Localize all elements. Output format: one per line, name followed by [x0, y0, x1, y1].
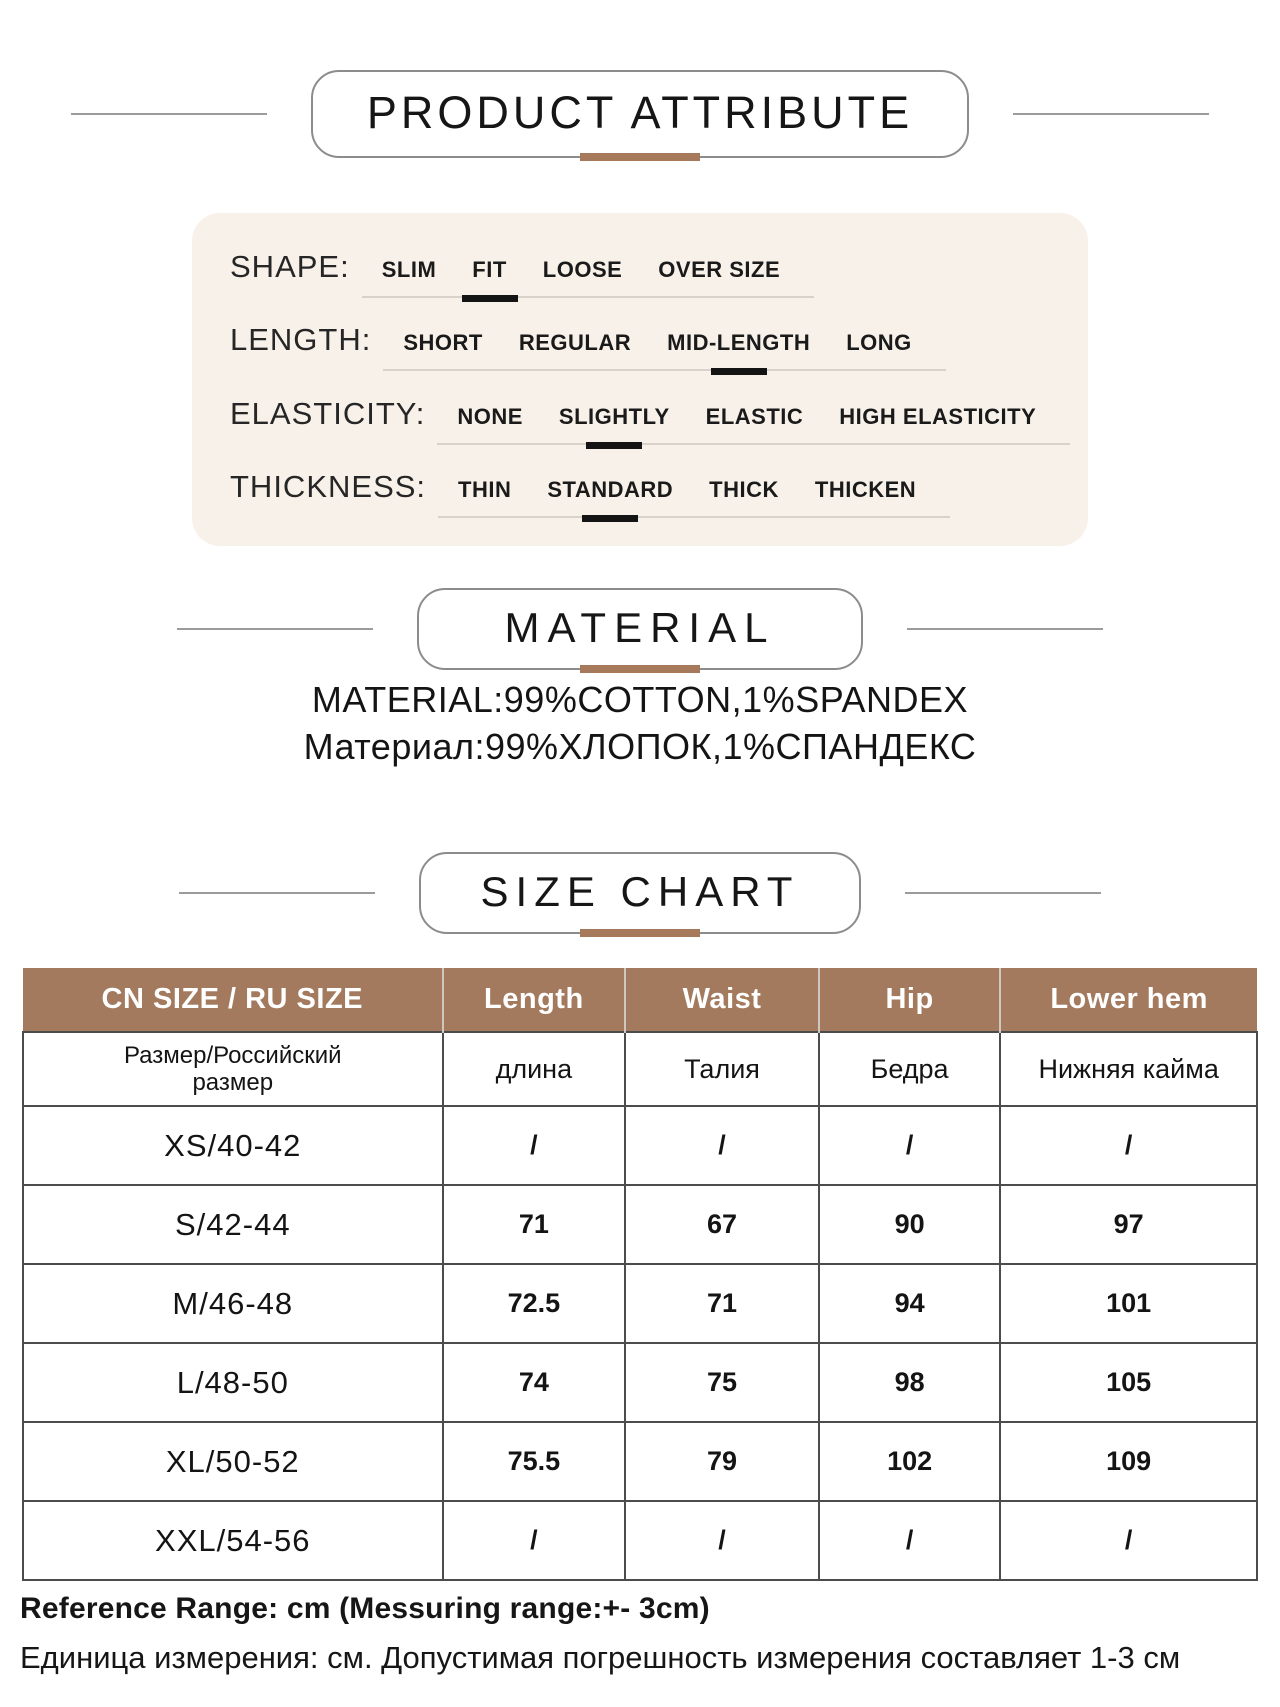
size-cell-label: S/42-44	[23, 1185, 443, 1264]
size-column-header: Waist	[625, 968, 819, 1032]
decorative-line-right	[907, 628, 1103, 630]
size-cell-value: 67	[625, 1185, 819, 1264]
size-column-subheader	[23, 1032, 443, 1106]
size-chart-title: SIZE CHART	[480, 868, 800, 915]
size-column-subheader-text: Талия	[684, 1053, 760, 1084]
title-accent-bar	[580, 929, 700, 937]
size-column-header: CN SIZE / RU SIZE	[23, 968, 443, 1032]
size-cell-value: 97	[1000, 1185, 1257, 1264]
size-cell-value: 90	[819, 1185, 1000, 1264]
size-column-header: Hip	[819, 968, 1000, 1032]
size-cell-value: 75	[625, 1343, 819, 1422]
size-cell-value: 109	[1000, 1422, 1257, 1501]
size-cell-value: /	[819, 1106, 1000, 1185]
size-column-subheader-text: Размер/Российский размер	[123, 1042, 342, 1096]
size-cell-value: /	[625, 1106, 819, 1185]
size-cell-value: 79	[625, 1422, 819, 1501]
decorative-line-right	[905, 892, 1101, 894]
product-attribute-title: PRODUCT ATTRIBUTE	[366, 87, 914, 138]
size-table-header-row	[23, 968, 1257, 1032]
size-cell-value: /	[1000, 1106, 1257, 1185]
attribute-option: OVER SIZE	[658, 257, 781, 282]
size-table-row	[23, 1343, 1257, 1422]
size-cell-label: XS/40-42	[23, 1106, 443, 1185]
attribute-option: HIGH ELASTICITY	[839, 403, 1037, 429]
attribute-label-thickness: THICKNESS:	[230, 468, 427, 504]
size-cell-label: L/48-50	[23, 1343, 443, 1422]
size-cell-value: 94	[819, 1264, 1000, 1343]
attribute-option: THIN	[458, 476, 512, 502]
size-column-subheader	[625, 1032, 819, 1106]
size-cell-label: XXL/54-56	[23, 1501, 443, 1580]
attribute-option: ELASTIC	[705, 403, 804, 429]
attribute-option: SHORT	[403, 330, 483, 356]
size-cell-value: /	[443, 1501, 626, 1580]
attribute-label-length: LENGTH:	[230, 322, 372, 358]
size-chart-title-box	[419, 852, 862, 934]
size-column-subheader-text: длина	[495, 1053, 573, 1084]
reference-range-note-english: Reference Range: cm (Messuring range:+- 3cm)	[20, 1592, 710, 1625]
decorative-line-right	[1013, 113, 1209, 115]
attribute-option-selected: FIT	[472, 257, 507, 282]
size-cell-value: /	[443, 1106, 626, 1185]
size-cell-value: /	[819, 1501, 1000, 1580]
size-table-row	[23, 1422, 1257, 1501]
title-accent-bar	[580, 153, 700, 161]
material-title-box	[417, 588, 864, 670]
attribute-option: NONE	[457, 403, 523, 429]
attribute-option: LONG	[846, 330, 912, 356]
size-column-subheader	[819, 1032, 1000, 1106]
size-cell-value: 71	[443, 1185, 626, 1264]
attribute-label-elasticity: ELASTICITY:	[230, 395, 426, 431]
size-column-header: Length	[443, 968, 626, 1032]
decorative-line-left	[71, 113, 267, 115]
title-accent-bar	[580, 665, 700, 673]
attribute-options-length	[383, 330, 945, 371]
product-attribute-title-box	[311, 70, 969, 158]
attribute-options-elasticity	[437, 404, 1070, 445]
attribute-row-shape	[230, 249, 1066, 298]
size-column-subheader-text: Нижняя кайма	[1038, 1053, 1219, 1084]
material-line-russian: Материал:99%ХЛОПОК,1%СПАНДЕКС	[303, 726, 977, 767]
decorative-line-left	[177, 628, 373, 630]
material-composition	[0, 676, 1280, 770]
size-table-row	[23, 1264, 1257, 1343]
attribute-panel	[192, 213, 1088, 546]
material-line-english: MATERIAL:99%COTTON,1%SPANDEX	[311, 679, 969, 720]
size-column-subheader	[1000, 1032, 1257, 1106]
attribute-row-thickness	[230, 469, 1066, 518]
size-table-row	[23, 1185, 1257, 1264]
size-table-row	[23, 1501, 1257, 1580]
attribute-option: LOOSE	[542, 257, 623, 282]
material-title: MATERIAL	[504, 604, 776, 651]
attribute-row-length	[230, 322, 1066, 371]
size-cell-value: 75.5	[443, 1422, 626, 1501]
attribute-option: REGULAR	[518, 330, 632, 356]
attribute-option-selected: MID-LENGTH	[667, 330, 811, 356]
size-column-subheader	[443, 1032, 626, 1106]
size-cell-value: 71	[625, 1264, 819, 1343]
section-size-chart-title	[0, 852, 1280, 934]
attribute-option: THICKEN	[814, 476, 917, 502]
size-cell-value: 72.5	[443, 1264, 626, 1343]
size-chart-table	[22, 968, 1258, 1581]
attribute-option: THICK	[709, 476, 779, 502]
size-cell-label: M/46-48	[23, 1264, 443, 1343]
size-cell-value: 74	[443, 1343, 626, 1422]
size-table-subheader-row	[23, 1032, 1257, 1106]
attribute-options-thickness	[438, 477, 950, 518]
size-column-subheader-text: Бедра	[870, 1053, 949, 1084]
decorative-line-left	[179, 892, 375, 894]
size-cell-value: /	[1000, 1501, 1257, 1580]
size-cell-label: XL/50-52	[23, 1422, 443, 1501]
size-table-row	[23, 1106, 1257, 1185]
size-cell-value: 101	[1000, 1264, 1257, 1343]
attribute-option-selected: SLIGHTLY	[558, 403, 670, 429]
attribute-row-elasticity	[230, 396, 1066, 445]
size-cell-value: 98	[819, 1343, 1000, 1422]
size-cell-value: 105	[1000, 1343, 1257, 1422]
section-material-title	[0, 588, 1280, 670]
size-cell-value: /	[625, 1501, 819, 1580]
size-cell-value: 102	[819, 1422, 1000, 1501]
attribute-option: SLIM	[381, 257, 437, 282]
section-product-attribute-title	[0, 70, 1280, 158]
attribute-options-shape	[362, 257, 814, 298]
attribute-option-selected: STANDARD	[547, 476, 674, 502]
attribute-label-shape: SHAPE:	[230, 249, 350, 284]
reference-range-note-russian: Единица измерения: см. Допустимая погрешность измерения составляет 1-3 см	[20, 1640, 1181, 1675]
size-column-header: Lower hem	[1000, 968, 1257, 1032]
